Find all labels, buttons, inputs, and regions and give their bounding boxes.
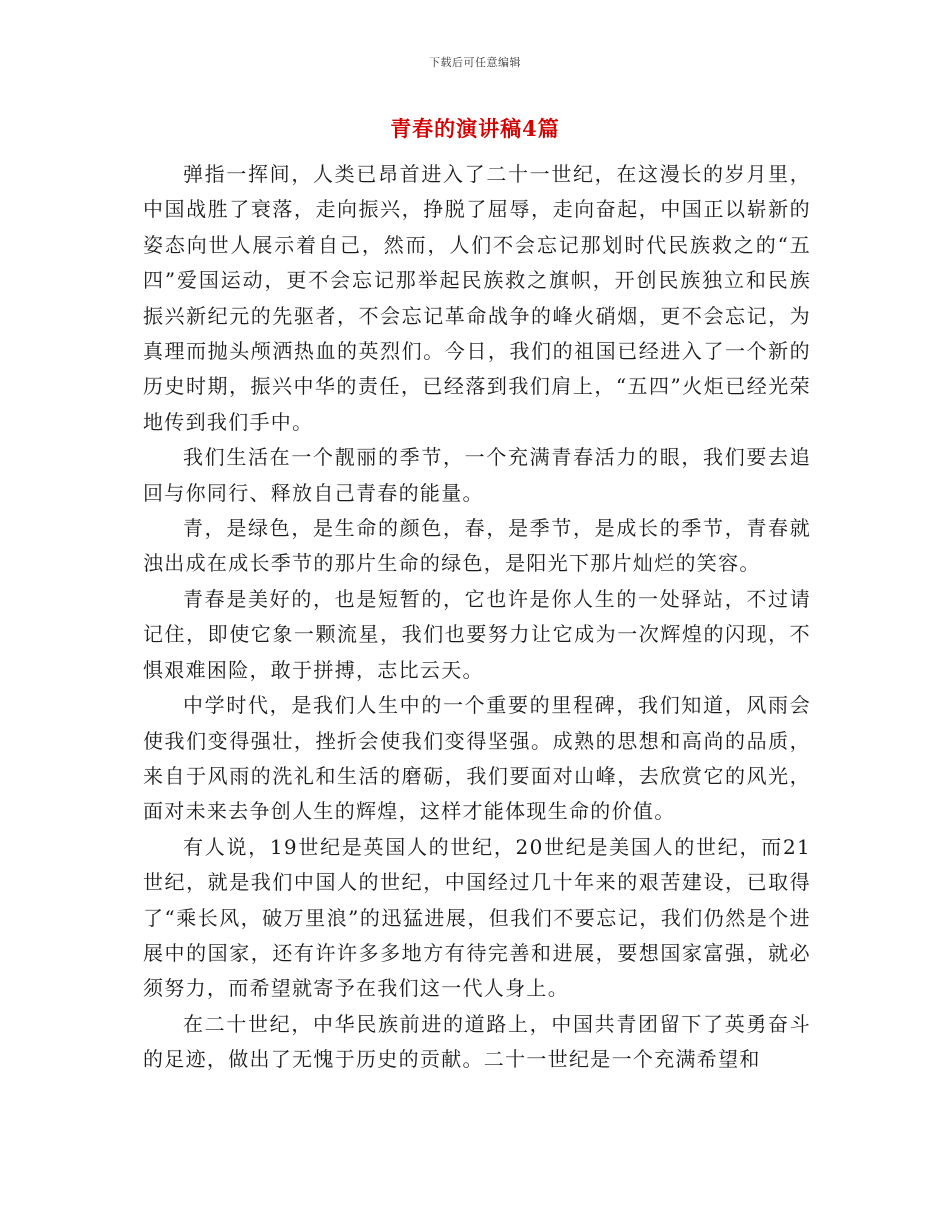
- paragraph-5: 中学时代，是我们人生中的一个重要的里程碑，我们知道，风雨会使我们变得强壮，挫折会使我们变得坚强。成熟的思想和高尚的品质，来自于风雨的洗礼和生活的磨砺，我们要面对山峰，去欣赏它的风光，面对未来去争创人生的辉煌，这样才能体现生命的价值。: [143, 693, 811, 824]
- header-note: 下载后可任意编辑: [429, 56, 521, 69]
- document-title: 青春的演讲稿4篇: [390, 116, 560, 141]
- document-body: [143, 157, 811, 1078]
- paragraph-4: 青春是美好的，也是短暂的，它也许是你人生的一处驿站，不过请记住，即使它象一颗流星，我们也要努力让它成为一次辉煌的闪现，不惧艰难困险，敢于拼搏，志比云天。: [143, 586, 811, 682]
- paragraph-6: 有人说，19世纪是英国人的世纪，20世纪是美国人的世纪，而21世纪，就是我们中国人的世纪，中国经过几十年来的艰苦建设，已取得了“乘长风，破万里浪”的迅猛进展，但我们不要忘记，我们仍然是个进展中的国家，还有许许多多地方有待完善和进展，要想国家富强，就必须努力，而希望就寄予在我们这一代人身上。: [143, 834, 811, 1001]
- paragraph-1: 弹指一挥间，人类已昂首进入了二十一世纪，在这漫长的岁月里，中国战胜了衰落，走向振兴，挣脱了屈辱，走向奋起，中国正以崭新的姿态向世人展示着自己，然而，人们不会忘记那划时代民族救之的“五四”爱国运动，更不会忘记那举起民族救之旗帜，开创民族独立和民族振兴新纪元的先驱者，不会忘记革命战争的峰火硝烟，更不会忘记，为真理而抛头颅洒热血的英烈们。今日，我们的祖国已经进入了一个新的历史时期，振兴中华的责任，已经落到我们肩上，“五四”火炬已经光荣地传到我们手中。: [143, 162, 811, 434]
- paragraph-7: 在二十世纪，中华民族前进的道路上，中国共青团留下了英勇奋斗的足迹，做出了无愧于历史的贡献。二十一世纪是一个充满希望和: [143, 1011, 811, 1072]
- paragraph-2: 我们生活在一个靓丽的季节，一个充满青春活力的眼，我们要去追回与你同行、释放自己青春的能量。: [143, 445, 811, 505]
- paragraph-3: 青，是绿色，是生命的颜色，春，是季节，是成长的季节，青春就浊出成在成长季节的那片生命的绿色，是阳光下那片灿烂的笑容。: [143, 516, 811, 576]
